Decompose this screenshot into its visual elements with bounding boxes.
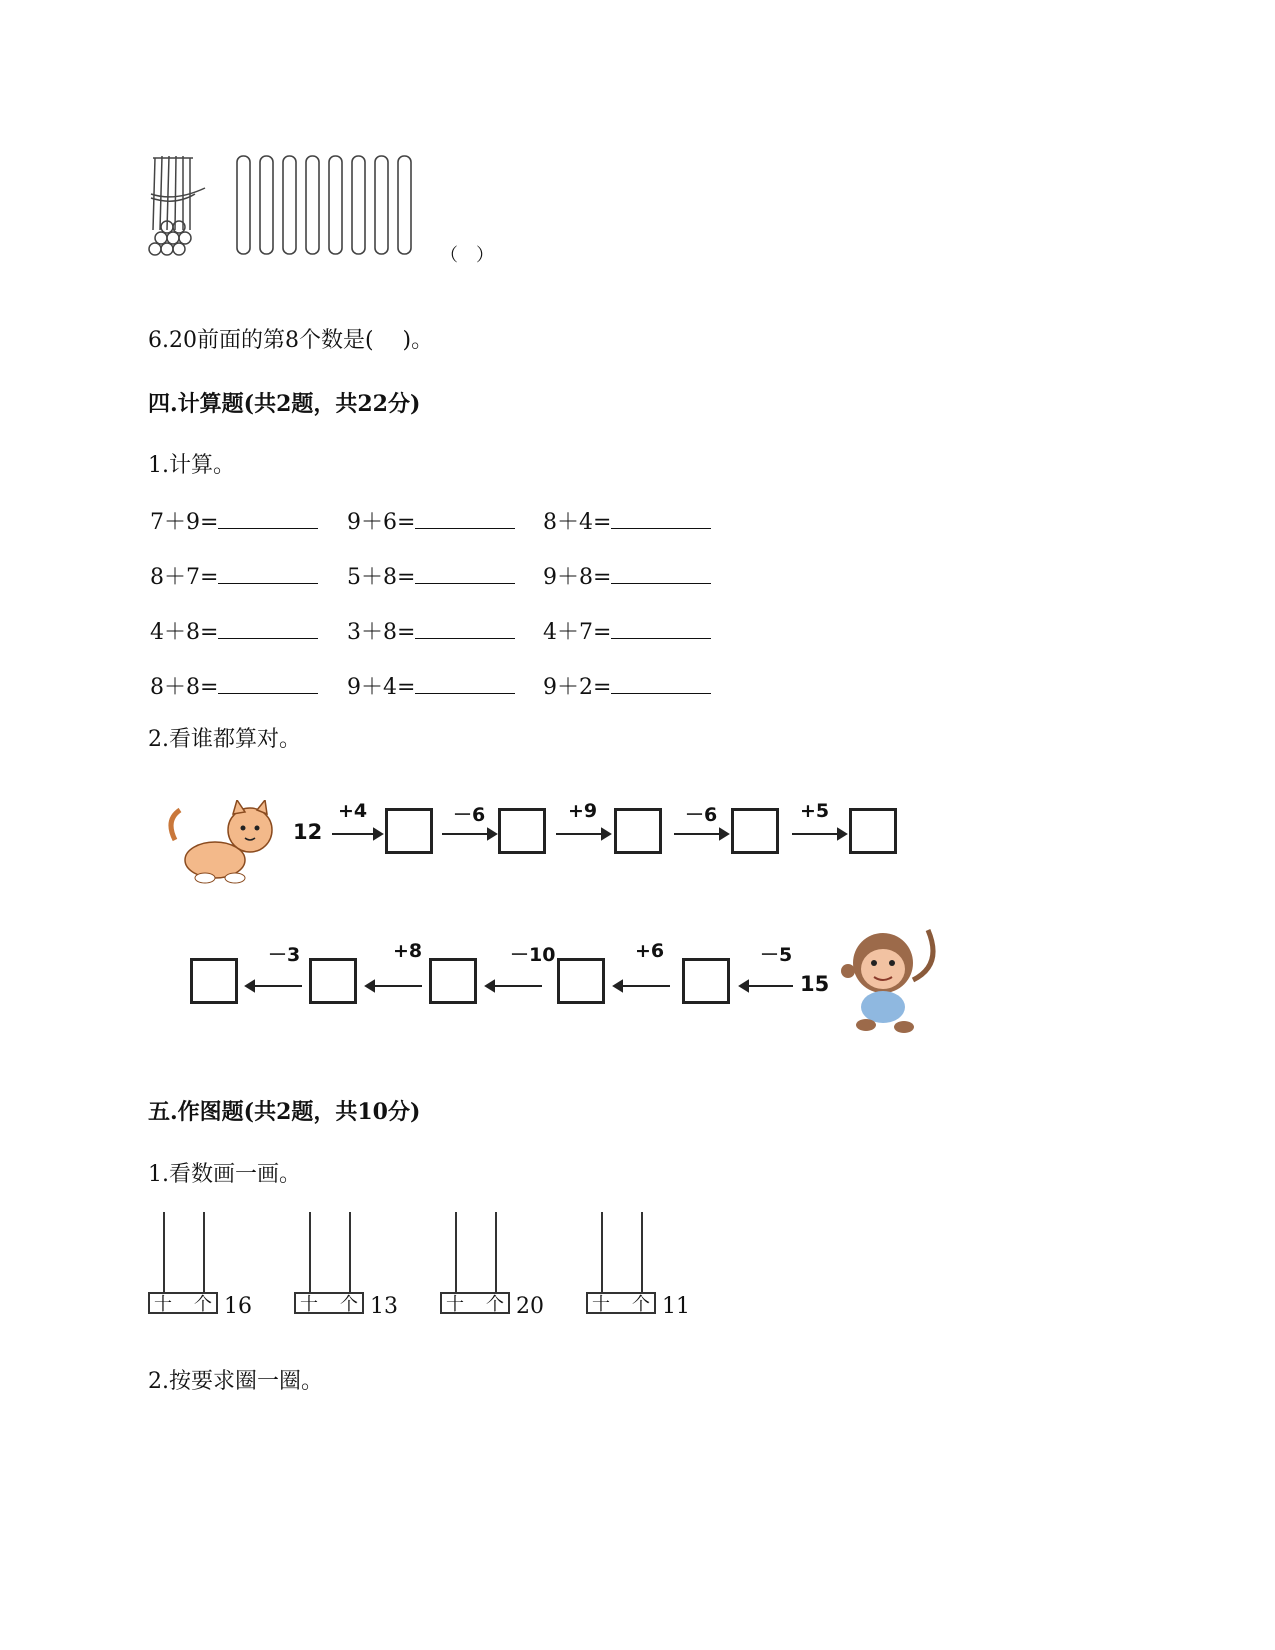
calc-expr: 7＋9=	[150, 510, 219, 535]
answer-blank[interactable]	[218, 616, 318, 639]
tens-label: 十	[446, 1294, 464, 1315]
answer-blank[interactable]	[611, 671, 711, 694]
answer-blank[interactable]	[415, 561, 515, 584]
calc-expr: 3＋8=	[347, 620, 416, 645]
calc-expr: 9＋2=	[543, 675, 612, 700]
cat-illustration	[165, 800, 285, 890]
chain1-box-1[interactable]	[385, 808, 433, 854]
chain2-op-3: －10	[510, 944, 556, 966]
ones-label: 个	[340, 1294, 358, 1315]
tens-rod	[163, 1212, 165, 1292]
chain1-box-5[interactable]	[849, 808, 897, 854]
ones-label: 个	[194, 1294, 212, 1315]
ones-label: 个	[632, 1294, 650, 1315]
abacus-number: 16	[224, 1294, 252, 1319]
chain1-box-4[interactable]	[731, 808, 779, 854]
abacus-2[interactable]	[294, 1212, 398, 1322]
calc-expr: 9＋8=	[543, 565, 612, 590]
answer-blank[interactable]	[218, 506, 318, 529]
s5-q2-title: 2.按要求圈一圈。	[148, 1369, 323, 1394]
calc-expr: 8＋7=	[150, 565, 219, 590]
calc-row-2	[150, 561, 850, 591]
answer-blank[interactable]	[611, 506, 711, 529]
single-sticks	[237, 156, 411, 254]
chain1-box-3[interactable]	[614, 808, 662, 854]
ones-rod	[495, 1212, 497, 1292]
s5-q1-title: 1.看数画一画。	[148, 1162, 301, 1187]
calc-expr: 8＋4=	[543, 510, 612, 535]
sticks-illustration	[145, 150, 425, 265]
tens-rod	[601, 1212, 603, 1292]
section-5-heading: 五.作图题(共2题，共10分)	[148, 1099, 421, 1125]
answer-blank[interactable]	[415, 616, 515, 639]
stick-bundle	[149, 156, 205, 255]
calc-row-3	[150, 616, 850, 646]
chain2-start: 15	[800, 972, 830, 996]
chain2-op-2: +6	[635, 940, 665, 962]
chain2-box-5[interactable]	[190, 958, 238, 1004]
chain1-op-5: +5	[800, 800, 830, 822]
calc-expr: 4＋7=	[543, 620, 612, 645]
abacus-number: 20	[516, 1294, 544, 1319]
calc-expr: 8＋8=	[150, 675, 219, 700]
ones-rod	[349, 1212, 351, 1292]
calc-expr: 9＋6=	[347, 510, 416, 535]
chain1-op-3: +9	[568, 800, 598, 822]
tens-label: 十	[154, 1294, 172, 1315]
abacus-number: 13	[370, 1294, 398, 1319]
chain1-start: 12	[293, 820, 323, 844]
answer-blank[interactable]	[218, 671, 318, 694]
chain1-op-2: －6	[453, 804, 486, 826]
chain1-op-4: －6	[685, 804, 718, 826]
chain2-op-5: －3	[268, 944, 301, 966]
tens-rod	[455, 1212, 457, 1292]
tens-rod	[309, 1212, 311, 1292]
chain2-arrows	[238, 972, 798, 1002]
calc-expr: 4＋8=	[150, 620, 219, 645]
tens-label: 十	[592, 1294, 610, 1315]
calc-expr: 9＋4=	[347, 675, 416, 700]
abacus-3[interactable]	[440, 1212, 544, 1322]
s4-q2-title: 2.看谁都算对。	[148, 727, 301, 752]
abacus-4[interactable]	[586, 1212, 690, 1322]
calc-row-4	[150, 671, 850, 701]
tens-label: 十	[300, 1294, 318, 1315]
answer-blank[interactable]	[611, 616, 711, 639]
chain2-op-1: －5	[760, 944, 793, 966]
chain2-op-4: +8	[393, 940, 423, 962]
answer-blank[interactable]	[415, 671, 515, 694]
s4-q1-title: 1.计算。	[148, 453, 235, 478]
answer-blank[interactable]	[611, 561, 711, 584]
answer-blank[interactable]	[415, 506, 515, 529]
ones-rod	[203, 1212, 205, 1292]
ones-rod	[641, 1212, 643, 1292]
monkey-illustration	[838, 925, 943, 1035]
calc-row-1	[150, 506, 850, 536]
ones-label: 个	[486, 1294, 504, 1315]
question-6: 6.20前面的第8个数是( )。	[148, 328, 434, 353]
chain1-box-2[interactable]	[498, 808, 546, 854]
abacus-number: 11	[662, 1294, 690, 1319]
section-4-heading: 四.计算题(共2题，共22分)	[148, 391, 421, 417]
chain1-op-1: +4	[338, 800, 368, 822]
answer-blank[interactable]	[218, 561, 318, 584]
calc-expr: 5＋8=	[347, 565, 416, 590]
abacus-1[interactable]	[148, 1212, 252, 1322]
sticks-answer-paren[interactable]: （ ）	[440, 245, 494, 266]
